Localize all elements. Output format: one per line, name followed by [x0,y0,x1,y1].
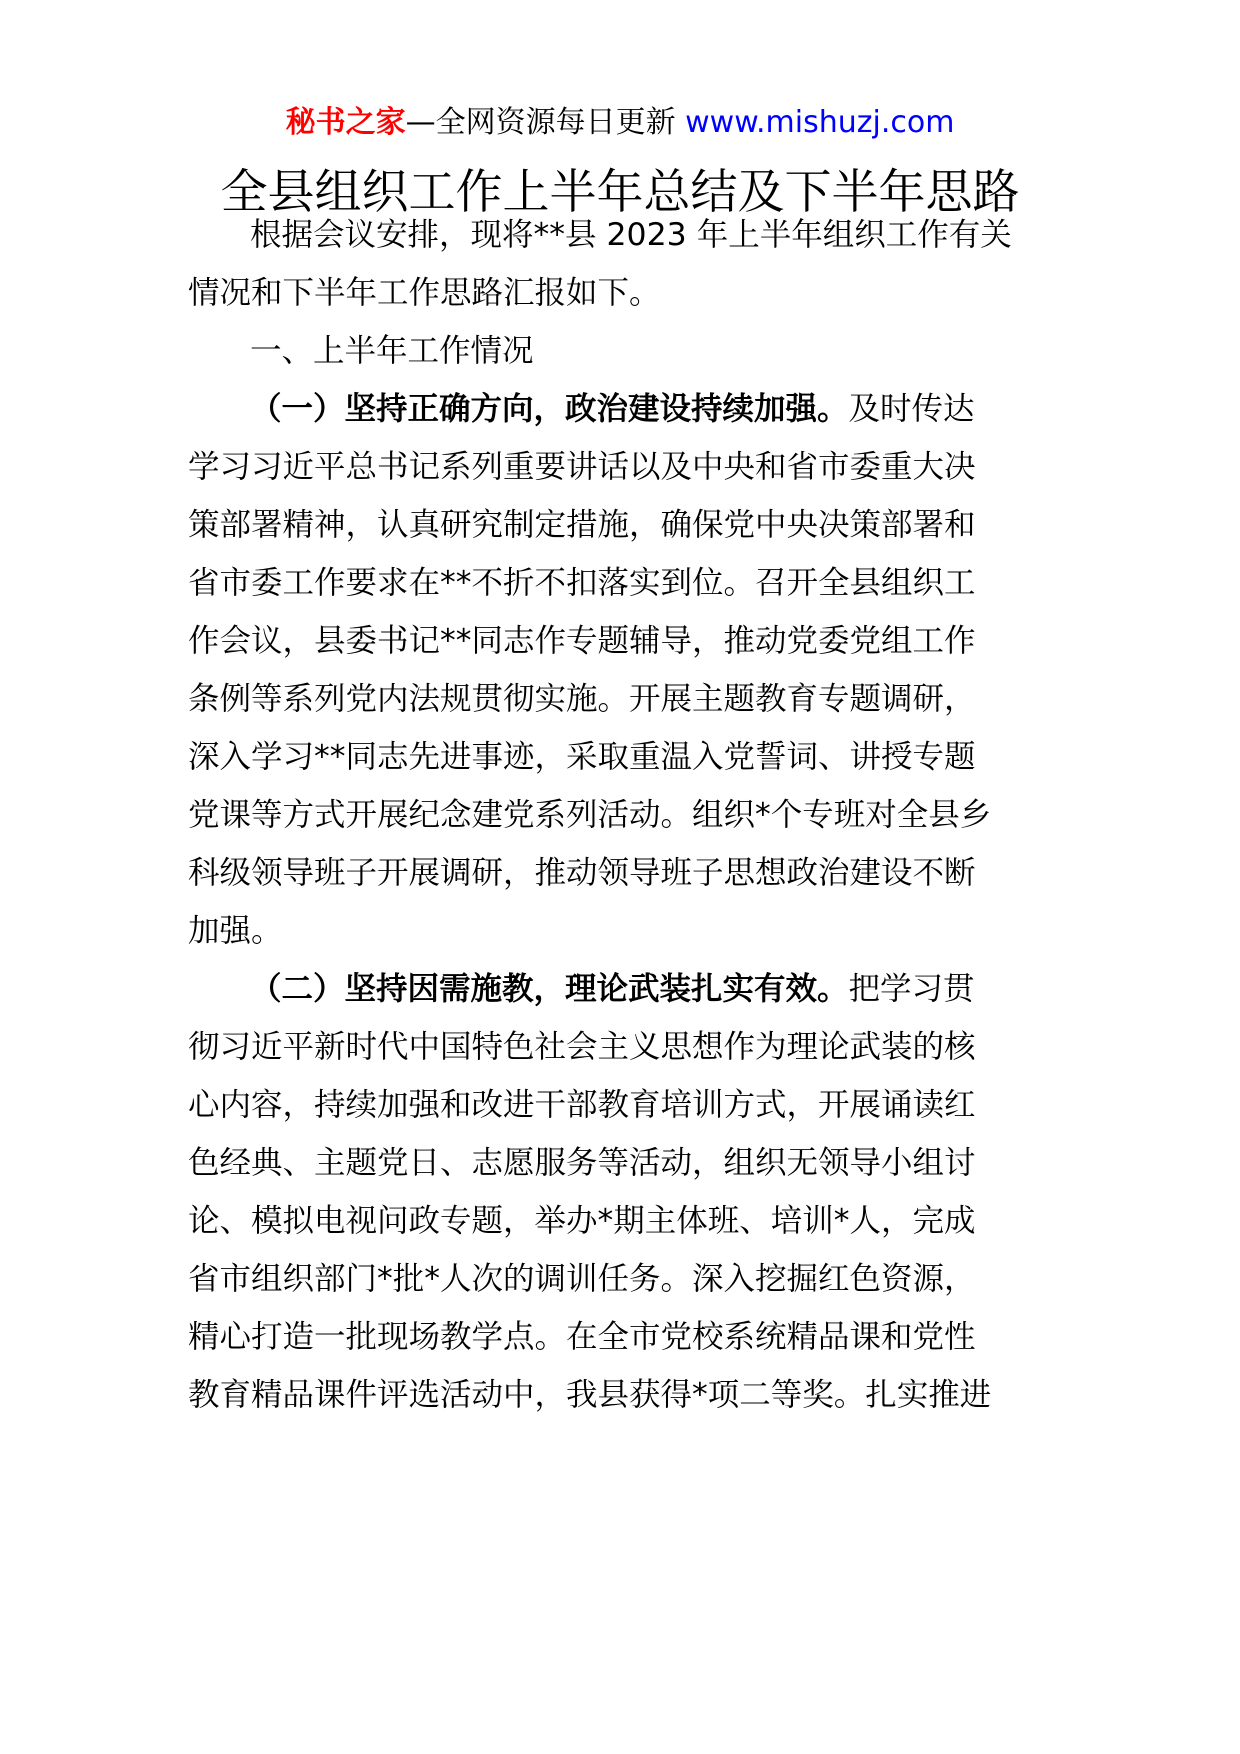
body-text: 加强。 [188,913,283,949]
body-text: 一、上半年工作情况 [250,333,534,369]
body-text: 心内容，持续加强和改进干部教育培训方式，开展诵读红 [188,1087,976,1123]
body-line [188,1372,991,1418]
body-text: 彻习近平新时代中国特色社会主义思想作为理论武装的核 [188,1029,976,1065]
body-text: 条例等系列党内法规贯彻实施。开展主题教育专题调研， [188,681,976,717]
body-line [188,908,283,954]
body-line [188,1082,976,1128]
body-line [250,212,1012,258]
body-text: 精心打造一批现场教学点。在全市党校系统精品课和党性 [188,1319,976,1355]
site-url-link[interactable]: www.mishuzj.com [685,105,955,140]
body-text: 论、模拟电视问政专题，举办*期主体班、培训*人，完成 [188,1203,976,1239]
body-line [250,328,534,374]
body-text: 党课等方式开展纪念建党系列活动。组织*个专班对全县乡 [188,797,992,833]
body-text: 深入学习**同志先进事迹，采取重温入党誓词、讲授专题 [188,739,976,775]
body-line [188,502,976,548]
body-line [188,792,991,838]
body-line [188,560,976,606]
body-line [188,1198,976,1244]
site-header [0,98,1240,148]
body-line [188,1314,976,1360]
body-text: 作会议，县委书记**同志作专题辅导，推动党委党组工作 [188,623,976,659]
body-line [188,676,976,722]
body-text: 省市委工作要求在**不折不扣落实到位。召开全县组织工 [188,565,976,601]
body-line [188,444,976,490]
document-title: 全县组织工作上半年总结及下半年思路 [220,165,1020,220]
body-line [188,734,976,780]
body-line [250,966,975,1012]
body-text: 教育精品课件评选活动中，我县获得*项二等奖。扎实推进 [188,1377,992,1413]
body-line [188,618,976,664]
body-text: 情况和下半年工作思路汇报如下。 [188,275,661,311]
body-text: 及时传达 [848,391,975,427]
body-text: 把学习贯 [848,971,975,1007]
body-text: 色经典、主题党日、志愿服务等活动，组织无领导小组讨 [188,1145,976,1181]
body-text: 策部署精神，认真研究制定措施，确保党中央决策部署和 [188,507,976,543]
body-line [250,386,975,432]
body-text: 省市组织部门*批*人次的调训任务。深入挖掘红色资源， [188,1261,976,1297]
body-line [188,1256,976,1302]
section-heading: （二）坚持因需施教，理论武装扎实有效。 [250,971,849,1007]
brand-name: 秘书之家 [285,105,406,140]
body-line [188,1024,976,1070]
body-line [188,850,976,896]
body-line [188,270,661,316]
body-text: 学习习近平总书记系列重要讲话以及中央和省市委重大决 [188,449,976,485]
section-heading: （一）坚持正确方向，政治建设持续加强。 [250,391,849,427]
header-tagline: —全网资源每日更新 [405,105,686,140]
body-text: 科级领导班子开展调研，推动领导班子思想政治建设不断 [188,855,976,891]
body-text: 根据会议安排，现将**县 2023 年上半年组织工作有关 [250,217,1012,253]
body-line [188,1140,976,1186]
